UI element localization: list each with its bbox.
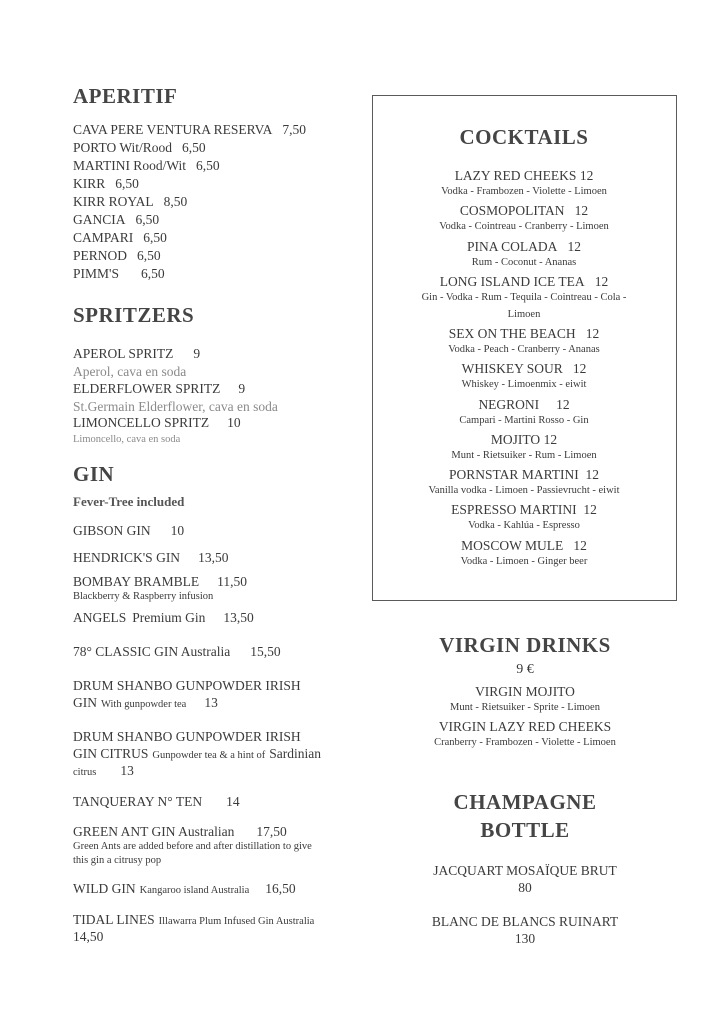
menu-item: DRUM SHANBO GUNPOWDER IRISH [73, 729, 301, 744]
cocktail-name: SEX ON THE BEACH 12 [448, 326, 600, 341]
item-description: St.Germain Elderflower, cava en soda [73, 399, 278, 414]
menu-item: KIRR 6,50 [73, 176, 139, 191]
gin-note: Fever-Tree included [73, 494, 185, 509]
menu-item: KIRR ROYAL 8,50 [73, 194, 188, 209]
cocktail-ingredients: Gin - Vodka - Rum - Tequila - Cointreau - Cola - [421, 292, 627, 303]
cocktail-ingredients: Whiskey - Limoenmix - eiwit [461, 379, 587, 390]
virgin-item-ingredients: Cranberry - Frambozen - Violette - Limoen [434, 737, 616, 748]
menu-item: WILD GIN Kangaroo island Australia 16,50 [73, 881, 296, 896]
item-description: Aperol, cava en soda [73, 364, 187, 379]
menu-item: BOMBAY BRAMBLE 11,50 [73, 574, 248, 589]
cocktail-ingredients: Vodka - Limoen - Ginger beer [460, 556, 588, 567]
cocktail-name: WHISKEY SOUR 12 [461, 361, 587, 376]
virgin-item-ingredients: Munt - Rietsuiker - Sprite - Limoen [450, 702, 600, 713]
champagne-item-price: 80 [518, 880, 532, 895]
item-description: this gin a citrusy pop [73, 855, 162, 866]
menu-item: GIBSON GIN 10 [73, 523, 185, 538]
item-description: Blackberry & Raspberry infusion [73, 591, 214, 602]
cocktail-ingredients: Vodka - Kahlúa - Espresso [468, 520, 580, 531]
cocktails-heading: COCKTAILS [459, 125, 589, 149]
menu-item: CAMPARI 6,50 [73, 230, 167, 245]
menu-item: GIN CITRUS Gunpowder tea & a hint of Sardinian [73, 746, 321, 761]
champagne-item-name: BLANC DE BLANCS RUINART [431, 914, 619, 929]
item-description: Limoncello, cava en soda [73, 434, 181, 445]
menu-item: MARTINI Rood/Wit 6,50 [73, 158, 220, 173]
menu-item: CAVA PERE VENTURA RESERVA 7,50 [73, 122, 306, 137]
menu-item: PIMM'S 6,50 [73, 266, 165, 281]
champagne-heading-line2: BOTTLE [480, 818, 570, 842]
cocktail-name: MOJITO 12 [490, 432, 558, 447]
cocktail-name: PORNSTAR MARTINI 12 [449, 467, 599, 482]
menu-item: ANGELS Premium Gin 13,50 [73, 610, 254, 625]
cocktail-name: MOSCOW MULE 12 [461, 538, 587, 553]
cocktail-name: LONG ISLAND ICE TEA 12 [439, 274, 609, 289]
spritzers-heading: SPRITZERS [73, 303, 195, 327]
cocktail-ingredients: Vodka - Frambozen - Violette - Limoen [441, 186, 607, 197]
menu-item: LIMONCELLO SPRITZ 10 [73, 415, 241, 430]
virgin-drinks-heading: VIRGIN DRINKS [439, 633, 611, 657]
champagne-item-price: 130 [514, 931, 536, 946]
cocktail-ingredients: Limoen [507, 309, 541, 320]
menu-item: ELDERFLOWER SPRITZ 9 [73, 381, 246, 396]
virgin-price: 9 € [516, 662, 534, 677]
cocktail-name: NEGRONI 12 [478, 397, 570, 412]
item-price: 14,50 [73, 929, 104, 944]
cocktail-ingredients: Rum - Coconut - Ananas [471, 257, 577, 268]
menu-item: GREEN ANT GIN Australian 17,50 [73, 824, 287, 839]
aperitif-heading: APERITIF [73, 84, 178, 108]
menu-item: TANQUERAY N° TEN 14 [73, 794, 240, 809]
virgin-item-name: VIRGIN LAZY RED CHEEKS [438, 719, 612, 734]
menu-item: GANCIA 6,50 [73, 212, 160, 227]
cocktail-ingredients: Munt - Rietsuiker - Rum - Limoen [451, 450, 597, 461]
cocktail-name: LAZY RED CHEEKS 12 [454, 168, 594, 183]
menu-item: DRUM SHANBO GUNPOWDER IRISH [73, 678, 301, 693]
menu-item: PORTO Wit/Rood 6,50 [73, 140, 206, 155]
cocktail-name: COSMOPOLITAN 12 [459, 203, 589, 218]
menu-item: citrus 13 [73, 763, 134, 778]
menu-item: PERNOD 6,50 [73, 248, 161, 263]
virgin-item-name: VIRGIN MOJITO [475, 684, 575, 699]
cocktail-ingredients: Vodka - Cointreau - Cranberry - Limoen [439, 221, 609, 232]
cocktail-name: PINA COLADA 12 [466, 239, 581, 254]
menu-item: TIDAL LINES Illawarra Plum Infused Gin Australia [73, 912, 315, 927]
menu-item: GIN With gunpowder tea 13 [73, 695, 218, 710]
cocktail-ingredients: Vanilla vodka - Limoen - Passievrucht - eiwit [428, 485, 620, 496]
menu-item: 78° CLASSIC GIN Australia 15,50 [73, 644, 281, 659]
cocktail-ingredients: Vodka - Peach - Cranberry - Ananas [448, 344, 600, 355]
cocktail-name: ESPRESSO MARTINI 12 [451, 502, 597, 517]
menu-item: APEROL SPRITZ 9 [73, 346, 201, 361]
champagne-heading: CHAMPAGNE [453, 790, 597, 814]
champagne-item-name: JACQUART MOSAÏQUE BRUT [433, 863, 617, 878]
item-description: Green Ants are added before and after distillation to give [73, 841, 312, 852]
gin-heading: GIN [73, 462, 115, 486]
cocktail-ingredients: Campari - Martini Rosso - Gin [459, 415, 589, 426]
menu-item: HENDRICK'S GIN 13,50 [73, 550, 229, 565]
